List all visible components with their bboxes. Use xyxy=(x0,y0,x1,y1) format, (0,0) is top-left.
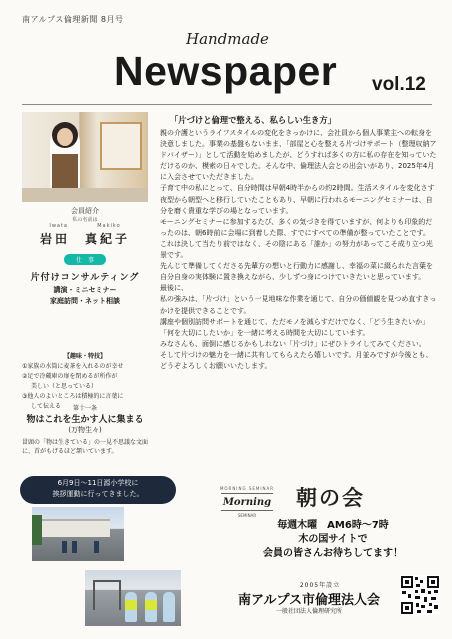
logo-sub-text: SEMINAR xyxy=(237,513,257,518)
romaji-given: Iwata xyxy=(49,223,68,229)
qr-code-graphic xyxy=(400,575,440,615)
safety-vest xyxy=(125,600,137,610)
notice-line: 挨拶運動に行ってきました。 xyxy=(52,490,144,498)
morning-meeting-title: 朝の会 xyxy=(296,485,365,510)
name-romaji xyxy=(22,223,148,229)
chapter-body: 冒頭の「物は生きている」の一見不思議な文面に、首がもげるほど頷いています。 xyxy=(22,439,149,455)
member-intro-label: 会員紹介 xyxy=(71,207,99,215)
school-gate xyxy=(93,580,121,610)
hobby-item: して伝える xyxy=(31,403,62,410)
school-building xyxy=(40,519,110,537)
member-profile xyxy=(22,206,148,307)
qr-code[interactable] xyxy=(400,575,440,615)
issue-label: 南アルプス倫理新聞 8月号 xyxy=(22,15,124,24)
founded-year: 2005年設立 xyxy=(299,582,341,589)
school-photo xyxy=(32,507,124,561)
walker-figure xyxy=(94,541,99,553)
volume-number: vol.12 xyxy=(372,74,426,95)
article-paragraph: みなさんも、面倒に感じるかもしれない「片づけ」にぜひトライしてみてください。 xyxy=(160,339,426,348)
greeting-campaign-notice xyxy=(20,476,176,504)
tree xyxy=(32,515,42,545)
newspaper-title: Newspaper xyxy=(114,48,338,94)
job-services xyxy=(22,285,148,307)
name-caption: 私の名前は xyxy=(72,217,98,223)
member-name: 岩田 真紀子 xyxy=(39,232,130,246)
article-paragraph: 私の強みは、「片づけ」という一見地味な作業を通じて、自分の価値観を見つめ直すきっかけを提供できることです。 xyxy=(160,295,437,315)
chapter-number: 第十一条 xyxy=(72,405,97,412)
morning-venue: 木の国サイトで xyxy=(298,534,368,545)
article-paragraph: 子育て中の私にとって、自分時間は早朝4時半からの約2時間。生活スタイルを変化さす夜型から朝型へと移行していたこともあり、早朝に行われるモーニングセミナーは、自分を磨く貴重な学びの場となっています。 xyxy=(160,184,435,215)
hobby-heading: 【趣味・特技】 xyxy=(63,353,106,360)
handmade-label: Handmade xyxy=(186,30,269,48)
walker-figure xyxy=(72,541,77,553)
morning-schedule: 毎週木曜 AM6時〜7時 xyxy=(277,520,389,531)
job-line: 家庭訪問・ネット相談 xyxy=(50,297,120,305)
notice-line: 6月9日～11日源小学校に xyxy=(57,479,139,487)
logo-word: Morning xyxy=(222,497,272,508)
hobby-item: ②足で冷蔵庫の扉を閉めるが所作が xyxy=(22,373,118,380)
chapter-title: 物はこれを生かす人に集まる xyxy=(26,415,144,425)
counter xyxy=(22,188,148,202)
logo-rule xyxy=(221,510,273,511)
chapter-subtitle: (万物生々) xyxy=(68,426,102,434)
hobby-item: 美しい（と思っている） xyxy=(31,383,98,390)
volunteer-figure xyxy=(163,592,175,622)
article-paragraph: これは決して当たり前ではなく、その陰にある「誰か」の努力があってこそ成り立つ光景です。 xyxy=(160,239,433,260)
face xyxy=(57,128,73,146)
morning-invitation: 会員の皆さんお待ちしてます！ xyxy=(263,548,403,559)
header-divider xyxy=(22,104,432,105)
article-paragraph: 最後に、 xyxy=(160,284,188,293)
logo-rule xyxy=(221,493,273,494)
logo-top-text: MORNING SEMINAR xyxy=(219,486,275,491)
parent-organization: 一般社団法人倫理研究所 xyxy=(275,608,342,615)
greeting-photo xyxy=(85,570,181,626)
hobby-item: ①家族の水筒に麦茶を入れるのが幸せ xyxy=(22,363,124,370)
member-portrait-photo xyxy=(22,112,148,202)
safety-vest xyxy=(145,600,157,610)
hobby-item: ③他人のよいところは積極的に言葉に xyxy=(22,393,124,400)
kitchen-shelf xyxy=(100,122,142,170)
job-line: 講演・ミニセミナー xyxy=(53,286,117,294)
ethics-chapter xyxy=(22,403,148,456)
article-headline: 「片づけと倫理で整える、私らしい生き方」 xyxy=(170,115,336,125)
article-body xyxy=(160,128,438,372)
article-paragraph: 先んじて準備してくださる先輩方の想いと行動力に感謝し、幸福の菜に綴られた言葉を自分自身の実体験に置き換えながら、少しずつ身につけていきたいと思っています。 xyxy=(160,262,433,282)
article-paragraph: モーニングセミナーに参加するたび、多くの気づきを得ていますが、何よりも印象的だったのは、朝6時前に会場に到着した際、すでにすべての準備が整っていたことです。 xyxy=(160,217,433,237)
job-title: 片付けコンサルティング xyxy=(30,273,140,283)
article-paragraph: そして片づけの魅力を一緒に共有してもらえたら嬉しいです。月並みですが今後とも、どうぞよろしくお願いいたします。 xyxy=(160,350,433,370)
article-paragraph: 親の介護というライフスタイルの変化をきっかけに、会社員から個人事業主への転身を決意しました。事業の基盤もないまま、「部屋と心を整える片づけサポート（整理収納アドバイザー）」として活動を始めましたが、どうすれば多くの方に私の存在を知っていただけるのか、模索の日々でした。そんな中、倫理法人会との出会いがあり、2025年4月に入会させていただきました。 xyxy=(160,129,437,182)
walker-figure xyxy=(62,541,67,553)
organization-name: 南アルプス市倫理法人会 xyxy=(238,593,380,608)
work-label-pill: 仕 事 xyxy=(64,254,106,265)
article-paragraph: 講座や個別訪問サポートを通じて、ただモノを減らすだけでなく、「どう生きたいか」「何を大切にしたいか」を一緒に考える時間を大切にしています。 xyxy=(160,317,430,337)
romaji-family: Makiko xyxy=(97,223,121,229)
